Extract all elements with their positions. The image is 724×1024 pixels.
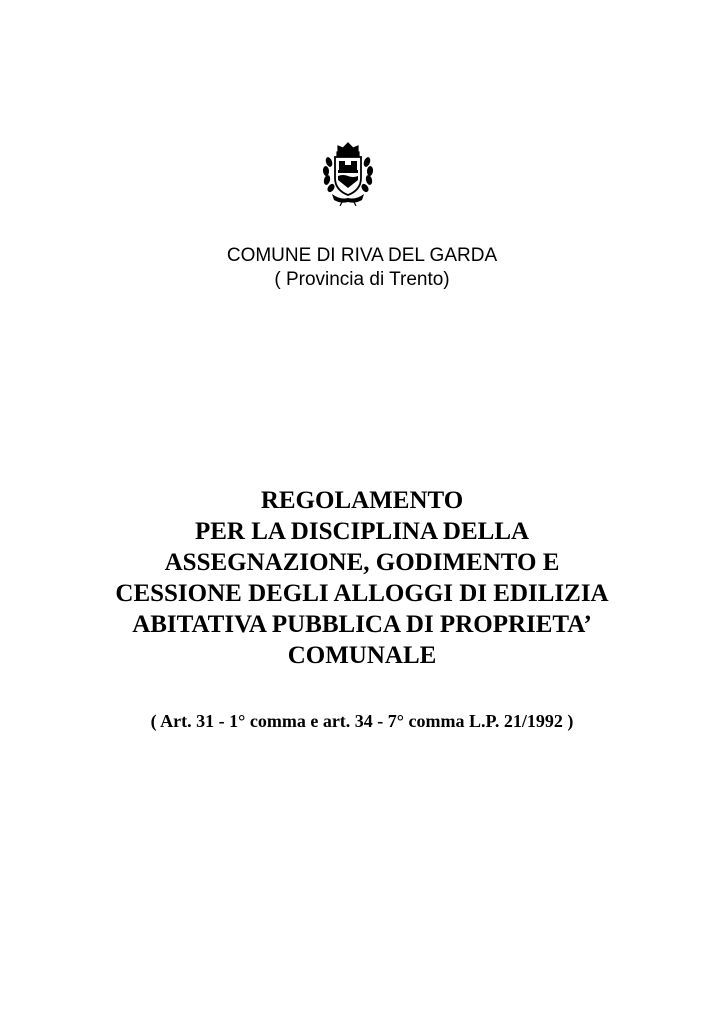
title-line: ABITATIVA PUBBLICA DI PROPRIETA’ bbox=[132, 611, 592, 638]
municipality-name: COMUNE DI RIVA DEL GARDA bbox=[226, 245, 498, 266]
province-name: ( Provincia di Trento) bbox=[274, 269, 450, 290]
coat-of-arms-icon bbox=[318, 138, 378, 206]
title-line: REGOLAMENTO bbox=[260, 487, 464, 514]
title-line: COMUNALE bbox=[287, 642, 437, 669]
document-title bbox=[0, 485, 724, 671]
title-line: CESSIONE DEGLI ALLOGGI DI EDILIZIA bbox=[115, 580, 609, 607]
title-line: PER LA DISCIPLINA DELLA bbox=[194, 518, 530, 545]
title-line: ASSEGNAZIONE, GODIMENTO E bbox=[164, 549, 560, 576]
legal-reference: ( Art. 31 - 1° comma e art. 34 - 7° comma L.P. 21/1992 ) bbox=[150, 711, 574, 731]
municipality-header bbox=[0, 244, 724, 292]
